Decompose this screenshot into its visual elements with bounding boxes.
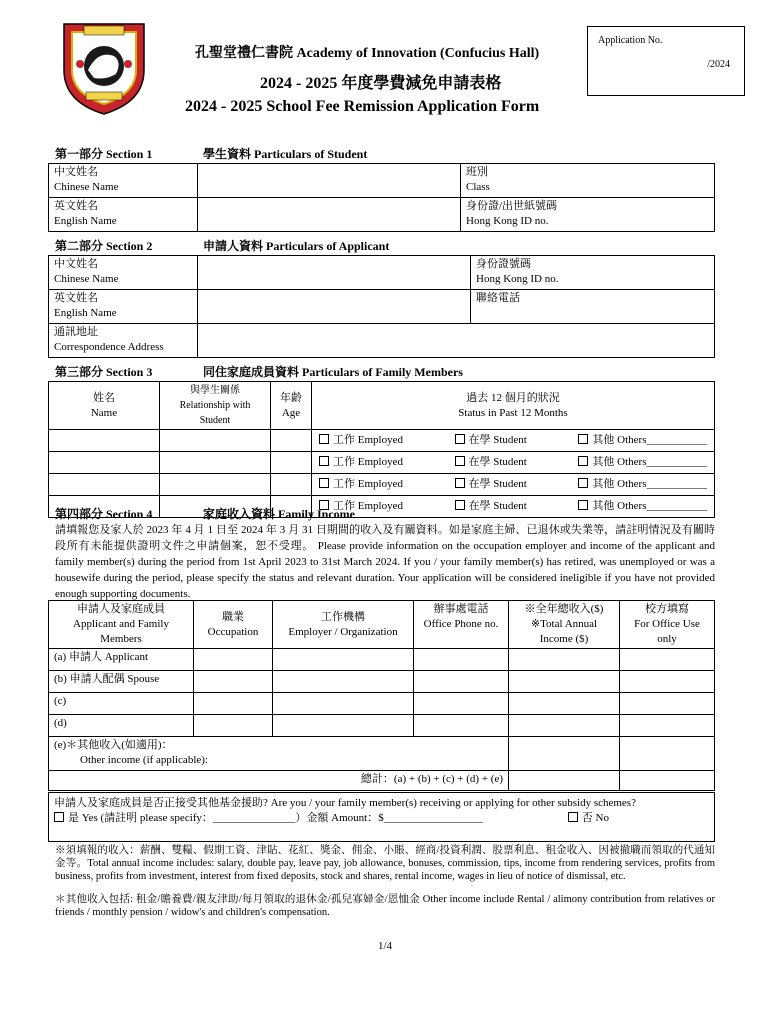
annual-income-field[interactable] [509,649,620,671]
member-age-field[interactable] [271,430,312,452]
member-relationship-field[interactable] [160,474,271,496]
applicant-address-field[interactable] [198,324,715,358]
col-status-header: 過去 12 個月的狀況 Status in Past 12 Months [312,382,715,430]
student-checkbox[interactable]: 在學 Student [455,433,527,448]
subsidy-yes-checkbox[interactable]: 是 Yes (請註明 please specify：_______________）金額 Amount：$__________________ [54,811,483,826]
section3-heading: 第三部分 Section 3 [55,365,153,379]
student-table [48,163,715,232]
col-phone-header: 辦事處電話 Office Phone no. [414,601,509,649]
office-use-cell [620,771,715,791]
others-checkbox[interactable]: 其他 Others___________ [578,433,707,448]
table-row [49,474,715,496]
office-phone-field[interactable] [414,693,509,715]
table-row [49,771,715,791]
table-row [49,649,715,671]
annual-income-field[interactable] [509,671,620,693]
application-no-label: Application No. [598,35,663,46]
employed-checkbox[interactable]: 工作 Employed [319,433,403,448]
application-number-box[interactable] [587,26,745,96]
employer-field[interactable] [273,693,414,715]
income-row-label: (c) [49,693,194,715]
other-subsidy-question: 申請人及家庭成員是否正接受其他基金援助? Are you / your family member(s) receiving or applying for other subsidy schemes? [54,797,636,809]
application-no-year: /2024 [707,59,730,70]
student-chinese-name-field[interactable] [198,164,461,198]
table-row [49,452,715,474]
office-use-cell [620,693,715,715]
applicant-address-label: 通訊地址 Correspondence Address [49,324,198,358]
occupation-field[interactable] [194,715,273,737]
page-number: 1/4 [377,940,393,952]
applicant-phone-field[interactable] [579,290,715,324]
other-income-label: (e)＊其他收入(如適用)： Other income (if applicable): [49,737,509,771]
student-english-name-field[interactable] [198,198,461,232]
subsidy-no-checkbox[interactable]: 否 No [568,811,609,826]
col-office-header: 校方填寫 For Office Use only [620,601,715,649]
income-row-label: (a) 申請人 Applicant [49,649,194,671]
employed-checkbox[interactable]: 工作 Employed [319,499,403,514]
applicant-chinese-name-label: 中文姓名 Chinese Name [49,256,198,290]
student-checkbox[interactable]: 在學 Student [455,499,527,514]
others-checkbox[interactable]: 其他 Others___________ [578,499,707,514]
school-crest-logo [58,20,150,116]
employed-checkbox[interactable]: 工作 Employed [319,477,403,492]
income-row-label: (b) 申請人配偶 Spouse [49,671,194,693]
table-row [49,430,715,452]
employer-field[interactable] [273,715,414,737]
total-income-field[interactable] [509,771,620,791]
member-name-field[interactable] [49,452,160,474]
office-use-cell [620,737,715,771]
applicant-hkid-label: 身份證號碼 Hong Kong ID no. [471,256,580,290]
applicant-table [48,255,715,358]
section4-instructions: 請填報您及家人於 2023 年 4 月 1 日至 2024 年 3 月 31 日期間的收入及有關資料。如是家庭主婦、已退休或失業等，請註明情況及有關時段所有未能提供證明文件之申請個案，恕不受理。 Please provide information on the occupation employer and income of the applicant and family member(s) during the period from 1st April 2023 to 31st March 2024. If you / your family member(s) has retired, was unemployed or was a housewife during the period, please specify the status and relevant duration. Your application will be considered ineligible if you have not provided enough supporting documents. [55,524,716,600]
col-relationship-header: 與學生關係 Relationship with Student [160,382,271,430]
office-phone-field[interactable] [414,671,509,693]
office-use-cell [620,649,715,671]
col-name-header: 姓名 Name [49,382,160,430]
form-title-zh: 2024 - 2025 年度學費減免申請表格 [260,75,502,92]
employed-checkbox[interactable]: 工作 Employed [319,455,403,470]
family-members-table [48,381,715,518]
applicant-english-name-label: 英文姓名 English Name [49,290,198,324]
section1-heading: 第一部分 Section 1 [55,147,153,161]
student-chinese-name-label: 中文姓名 Chinese Name [49,164,198,198]
applicant-hkid-field[interactable] [579,256,715,290]
table-row [49,737,715,771]
table-row [49,693,715,715]
student-class-field[interactable] [569,164,715,198]
student-hkid-field[interactable] [569,198,715,232]
office-use-cell [620,715,715,737]
member-relationship-field[interactable] [160,430,271,452]
school-name: 孔聖堂禮仁書院 Academy of Innovation (Confucius Hall) [195,46,540,61]
section4-title: 家庭收入資料 Family Income [203,507,355,521]
applicant-english-name-field[interactable] [198,290,471,324]
other-income-note: ＊其他收入包括: 租金/贍養費/親友津助/每月領取的退休金/孤兒寡婦金/恩恤金 Other income include Rental / alimony contribution from relatives or friends / monthly pension / widow's and children's compensation. [55,894,715,918]
col-age-header: 年齡 Age [271,382,312,430]
employer-field[interactable] [273,671,414,693]
income-row-label: (d) [49,715,194,737]
annual-income-field[interactable] [509,715,620,737]
form-title-en: 2024 - 2025 School Fee Remission Application Form [185,98,540,115]
member-age-field[interactable] [271,452,312,474]
table-row [49,715,715,737]
section1-title: 學生資料 Particulars of Student [203,147,368,161]
section3-title: 同住家庭成員資料 Particulars of Family Members [203,365,463,379]
section2-title: 申請人資料 Particulars of Applicant [203,239,390,253]
student-hkid-label: 身份證/出世紙號碼 Hong Kong ID no. [461,198,570,232]
employer-field[interactable] [273,649,414,671]
student-checkbox[interactable]: 在學 Student [455,455,527,470]
member-name-field[interactable] [49,474,160,496]
office-phone-field[interactable] [414,715,509,737]
family-income-table [48,600,715,791]
section2-heading: 第二部分 Section 2 [55,239,153,253]
others-checkbox[interactable]: 其他 Others___________ [578,455,707,470]
col-member-header: 申請人及家庭成員 Applicant and Family Members [49,601,194,649]
others-checkbox[interactable]: 其他 Others___________ [578,477,707,492]
other-income-field[interactable] [509,737,620,771]
occupation-field[interactable] [194,649,273,671]
table-row [49,671,715,693]
member-name-field[interactable] [49,430,160,452]
annual-income-field[interactable] [509,693,620,715]
total-label: 總計：(a) + (b) + (c) + (d) + (e) [49,771,509,791]
student-checkbox[interactable]: 在學 Student [455,477,527,492]
applicant-chinese-name-field[interactable] [198,256,471,290]
occupation-field[interactable] [194,671,273,693]
col-income-header: ※全年總收入($) ※Total Annual Income ($) [509,601,620,649]
office-phone-field[interactable] [414,649,509,671]
col-employer-header: 工作機構 Employer / Organization [273,601,414,649]
student-english-name-label: 英文姓名 English Name [49,198,198,232]
member-age-field[interactable] [271,474,312,496]
section4-heading: 第四部分 Section 4 [55,507,153,521]
col-occupation-header: 職業 Occupation [194,601,273,649]
income-definition-note: ※須填報的收入：薪酬、雙糧、假期工資、津貼、花紅、獎金、佣金、小賬、經商/投資利潤、股票利息、租金收入、因被撤職而領取的代通知金等。Total annual income includes: salary, double pay, leave pay, job allowance, bonuses, commission, tips, income from rendering services, profits from business, profits from investment, interest from fixed deposits, stock and shares, rental income, wages in lieu of notice of dismissal, etc. [55,845,715,882]
office-use-cell [620,671,715,693]
applicant-phone-label: 聯絡電話 [471,290,580,324]
other-subsidy-box [48,792,715,842]
member-relationship-field[interactable] [160,452,271,474]
student-class-label: 班別 Class [461,164,570,198]
occupation-field[interactable] [194,693,273,715]
